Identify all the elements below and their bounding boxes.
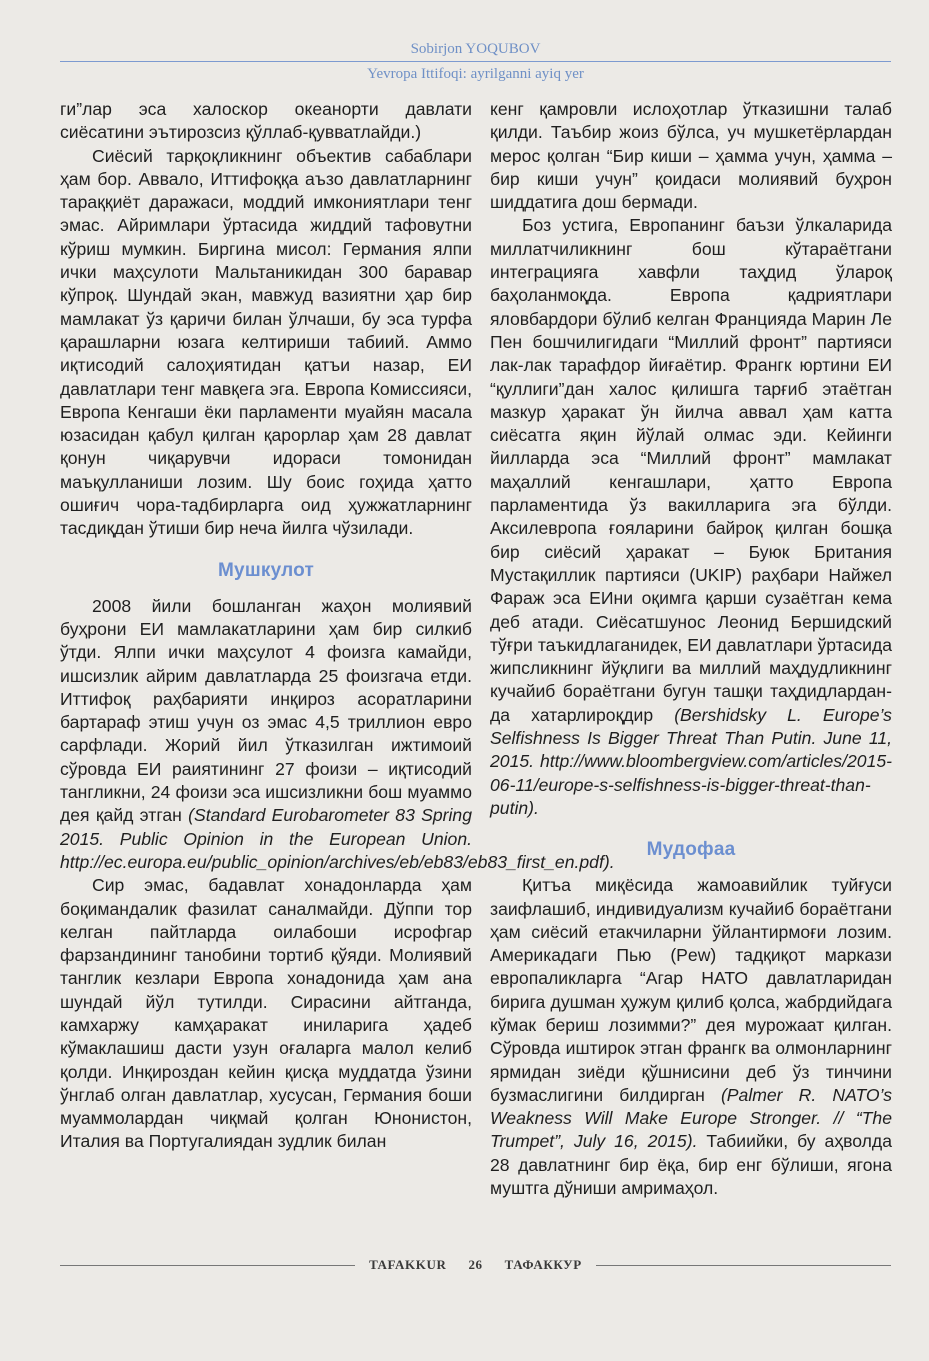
header-article-title: Yevropa Ittifoqi: ayrilganni ayiq yer xyxy=(367,66,584,82)
citation: (Standard Eurobarometer 83 Spring 2015. Public Opinion in the European Union. http://ec.europa.eu/public_opinion/archives/eb/eb83/eb83_first_en.pdf). xyxy=(60,805,615,872)
paragraph-text: Қитъа миқёсида жамоавийлик туйғуси заифлашиб, индивидуализм кучайиб бораётгани ҳам сиёсий етакчиларни ўйлантирмоғи лозим. Америкадаги Пью (Pew) тадқиқот маркази европаликларга “Агар НАТО давлатларидан бирига душман ҳужум қилиб қолса, жабрдийдага кўмак бериш лозимми?” дея мурожаат қилган. Сўровда иштирок этган франгк ва олмонларнинг ярмидан зиёди қўшнисини деб ўз тинчини бузмаслигини билдирган xyxy=(490,875,892,1105)
left-column xyxy=(60,98,615,1154)
section-heading-mudofaa: Мудофаа xyxy=(646,839,736,861)
footer-rule-right xyxy=(596,1265,891,1266)
paragraph-text: Табиийки, бу аҳволда 28 давлатнинг бир ёқа, бир енг бўлиши, ягона муштга дўниши амримаҳол. xyxy=(490,1131,892,1199)
section-heading-mushkulot: Мушкулот xyxy=(218,559,314,581)
paragraph: Сиёсий тарқоқликнинг объектив сабаблари ҳам бор. Аввало, Иттифоққа аъзо давлатларнинг тараққиёт даражаси, моддий имкониятлари тенг эмас. Айримлари ўртасида жиддий тафовутни кўриш мумкин. Биргина мисол: Германия ялпи ички маҳсулоти Мальтаникидан 300 баравар кўпроқ. Шундай экан, мавжуд вазиятни ҳар бир мамлакат ўз қаричи билан ўлчаши, бу эса турфа қарашларни юзага келтириши табиий. Аммо иқтисодий салоҳиятидан қатъи назар, ЕИ давлатлари тенг мавқега эга. Европа Комиссияси, Европа Кенгаши ёки парламенти муайян масала юзасидан қабул қилган қарорлар ҳам 28 давлат қонун чиқарувчи идораси томонидан маъқулланиши лозим. Шу боис гоҳида ҳатто ошиғич чора-тадбирларга оид ҳужжатларнинг тасдиқдан ўтиши бир неча йилга чўзилади. xyxy=(60,145,472,539)
running-header xyxy=(60,40,891,83)
footer-label-latin: TAFAKKUR xyxy=(369,1257,447,1272)
footer-center xyxy=(355,1257,596,1273)
page-number: 26 xyxy=(468,1257,483,1272)
header-rule xyxy=(60,61,891,62)
paragraph: ги”лар эса халоскор океанорти давлати сиёсатини эътирозсиз қўллаб-қувватлайди.) xyxy=(60,99,472,143)
footer-label-cyrillic: ТАФАККУР xyxy=(504,1257,582,1272)
footer-rule-left xyxy=(60,1265,355,1266)
paragraph-text: Боз устига, Европанинг баъзи ўлкаларида миллатчиликнинг бош кўтараётгани интеграцияга хавфли таҳдид ўлароқ баҳоланмоқда. Европа қадриятлари яловбардори бўлиб келган Францияда Марин Ле Пен бошчилигидаги “Миллий фронт” партияси лак-лак тарафдор йиғаётир. Франгк юртини ЕИ “қуллиги”дан халос қилишга тарғиб этаётган мазкур ҳаракат ўн йилча аввал ҳам катта сиёсатга яқин йўлай олмас эди. Кейинги йилларда эса “Миллий фронт” мамлакат маҳаллий кенгашлари, ҳатто Европа парламентида ўз вакилларига эга бўлди. Аксилевропа ғояларини байроқ қилган бошқа бир сиёсий ҳаракат – Буюк Британия Мустақиллик партияси (UKIP) раҳбари Найжел Фараж эса ЕИни оқимга қарши сузаётган кема деб атади. Сиёсатшунос Леонид Бершидский тўғри таъкидлаганидек, ЕИ давлатлари ўртасида жипсликнинг йўқлиги ва миллий маҳдудликнинг кучайиб бораётгани бугун ташқи таҳдидлардан-да хатарлироқдир xyxy=(490,215,892,725)
paragraph xyxy=(490,874,892,1200)
page-footer xyxy=(60,1257,891,1273)
paragraph: кенг қамровли ислоҳотлар ўтказишни талаб қилди. Таъбир жоиз бўлса, уч мушкетёрлардан мерос қолган “Бир киши – ҳамма учун, ҳамма – бир киши учун” қоидаси молиявий буҳрон шиддатига дош бермади. xyxy=(490,99,892,213)
citation: (Palmer R. NATO’s Weakness Will Make Europe Stronger. // “The Trumpet”, July 16, 2015). xyxy=(490,1084,893,1152)
header-author: Sobirjon YOQUBOV xyxy=(410,41,541,57)
right-column xyxy=(490,98,892,1200)
paragraph-text: 2008 йили бошланган жаҳон молиявий буҳрони ЕИ мамлакатларини ҳам бир силкиб ўтди. Ялпи ички маҳсулот 4 фоизга камайди, ишсизлик айрим давлатларда 25 фоизгача етди. Иттифоқ раҳбарияти инқироз асоратларини бартараф этиш учун оз эмас 4,5 триллион евро сарфлади. Жорий йил ўтказилган ижтимоий сўровда ЕИ раиятининг 27 фоизи – иқтисодий тангликни, 24 фоизи эса ишсизликни бош муаммо дея қайд этган xyxy=(60,595,472,826)
paragraph xyxy=(490,214,892,820)
paragraph: Сир эмас, бадавлат хонадонларда ҳам боқимандалик фазилат саналмайди. Дўппи тор келган пайтларда оилабоши исрофгар фарзандининг танобини тортиб қўяди. Молиявий танглик кезлари Европа хонадонида ҳам ана шундай йўл тутилди. Сирасини айтганда, камхаржу камҳаракат иниларига ҳадеб кўмаклашиш дасти узун оғаларга малол келиб қолди. Инқироздан кейин қисқа муддатда ўзини ўнглаб олган давлатлар, хусусан, Германия боши муаммолардан чиқмай қолган Юнонистон, Италия ва Португалиядан зудлик билан xyxy=(60,875,472,1152)
paragraph xyxy=(60,595,615,875)
citation: (Bershidsky L. Europe’s Selfishness Is Bigger Threat Than Putin. June 11, 2015. http://www.bloombergview.com/articles/2015-06-11/europe-s-selfishness-is-bigger-threat-than-putin). xyxy=(490,704,892,818)
